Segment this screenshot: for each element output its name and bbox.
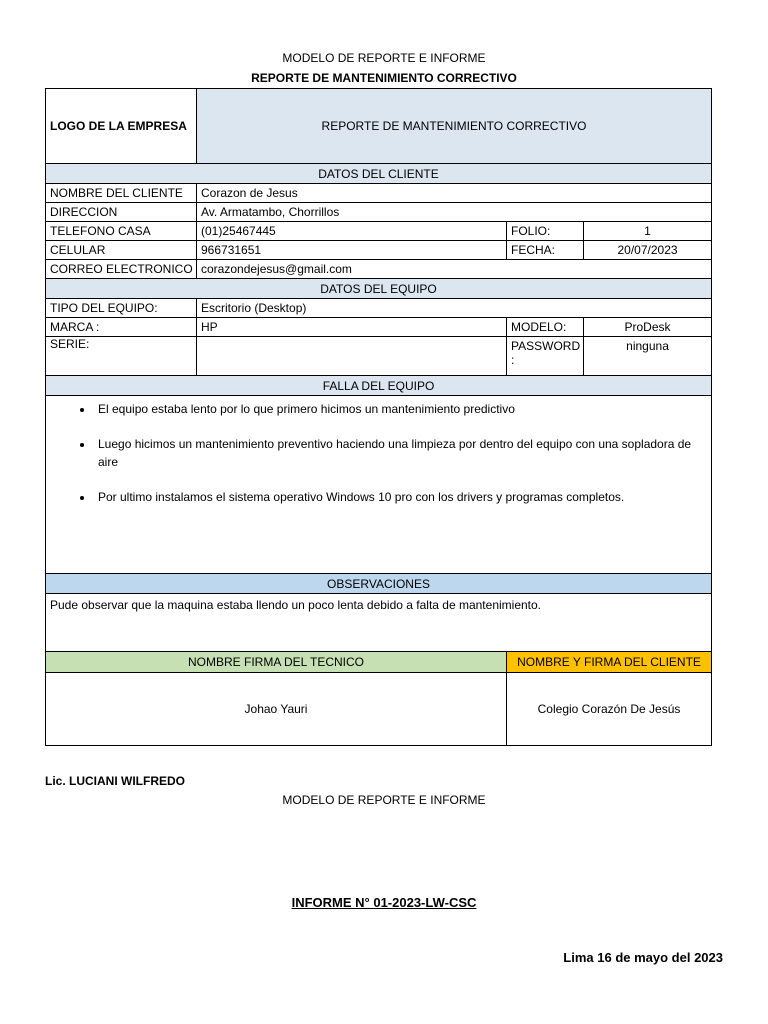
client-signature-label	[507, 652, 712, 673]
document-subheader: REPORTE DE MANTENIMIENTO CORRECTIVO	[251, 71, 517, 85]
company-logo-placeholder: LOGO DE LA EMPRESA	[46, 89, 197, 164]
technician-signature-label-text: NOMBRE FIRMA DEL TECNICO	[187, 655, 365, 669]
model-label: MODELO:	[507, 318, 584, 337]
observations-section-heading: OBSERVACIONES	[46, 574, 712, 594]
client-section-heading: DATOS DEL CLIENTE	[46, 164, 712, 184]
report-number: INFORME N° 01-2023-LW-CSC	[291, 895, 477, 910]
list-item: • Por ultimo instalamos el sistema operativo Windows 10 pro con los drivers y programas completos.	[94, 488, 711, 506]
password-value: ninguna	[584, 337, 712, 376]
address-label: DIRECCION	[46, 203, 197, 222]
serial-value	[197, 337, 507, 376]
serial-label: SERIE:	[46, 337, 197, 376]
mobile-value: 966731651	[197, 241, 507, 260]
password-label: PASSWORD :	[507, 337, 584, 376]
list-item: • Luego hicimos un mantenimiento preventivo haciendo una limpieza por dentro del equipo con una sopladora de aire	[94, 435, 711, 471]
email-label: CORREO ELECTRONICO	[46, 260, 197, 279]
place-date: Lima 16 de mayo del 2023	[563, 950, 723, 965]
document-header: MODELO DE REPORTE E INFORME	[282, 51, 486, 65]
report-table	[45, 88, 712, 746]
technician-signature-label	[46, 652, 507, 673]
technician-name: Johao Yauri	[46, 673, 507, 746]
client-signature-label-text: NOMBRE Y FIRMA DEL CLIENTE	[517, 655, 701, 669]
equipment-type-value: Escritorio (Desktop)	[197, 299, 712, 318]
client-signature-name: Colegio Corazón De Jesús	[507, 673, 712, 746]
observations-text: Pude observar que la maquina estaba llendo un poco lenta debido a falta de mantenimiento.	[46, 594, 712, 652]
phone-value: (01)25467445	[197, 222, 507, 241]
model-value: ProDesk	[584, 318, 712, 337]
brand-label: MARCA :	[46, 318, 197, 337]
report-title: REPORTE DE MANTENIMIENTO CORRECTIVO	[197, 89, 712, 164]
brand-value: HP	[197, 318, 507, 337]
equipment-type-label: TIPO DEL EQUIPO:	[46, 299, 197, 318]
date-label: FECHA:	[507, 241, 584, 260]
phone-label: TELEFONO CASA	[46, 222, 197, 241]
client-name-label: NOMBRE DEL CLIENTE	[46, 184, 197, 203]
fault-list	[46, 400, 711, 506]
fault-section-heading: FALLA DEL EQUIPO	[46, 376, 712, 396]
date-value: 20/07/2023	[584, 241, 712, 260]
folio-label: FOLIO:	[507, 222, 584, 241]
address-value: Av. Armatambo, Chorrillos	[197, 203, 712, 222]
client-name-value: Corazon de Jesus	[197, 184, 712, 203]
mobile-label: CELULAR	[46, 241, 197, 260]
fault-description	[46, 396, 712, 574]
folio-value: 1	[584, 222, 712, 241]
equipment-section-heading: DATOS DEL EQUIPO	[46, 279, 712, 299]
section-header: MODELO DE REPORTE E INFORME	[282, 793, 486, 807]
email-value: corazondejesus@gmail.com	[197, 260, 712, 279]
author-credit: Lic. LUCIANI WILFREDO	[45, 774, 185, 788]
list-item: • El equipo estaba lento por lo que primero hicimos un mantenimiento predictivo	[94, 400, 711, 418]
